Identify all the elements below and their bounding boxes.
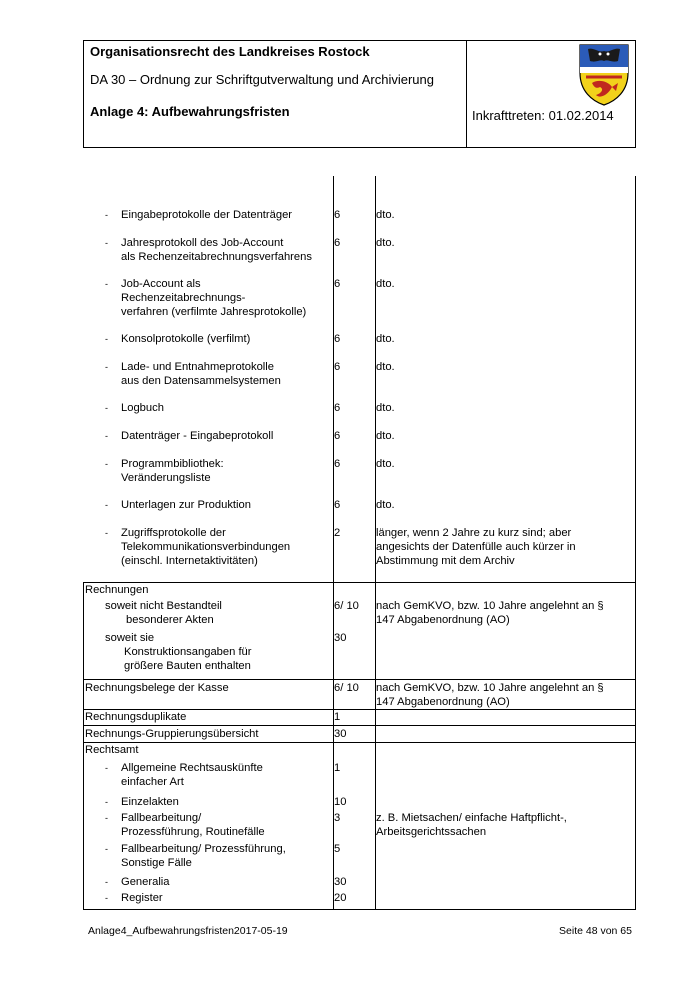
row-years: 6 [334, 499, 341, 511]
row-years: 6 [334, 361, 341, 373]
row-years: 6 [334, 333, 341, 345]
row-item: Register [121, 892, 163, 904]
row-item: Rechnungsbelege der Kasse [85, 682, 229, 694]
row-item: soweit sie [105, 632, 155, 644]
row-item: soweit nicht Bestandteil [105, 600, 222, 612]
row-note: z. B. Mietsachen/ einfache Haftpflicht-, Arbeitsgerichtssachen [376, 812, 567, 838]
row-years: 1 [334, 762, 341, 774]
list-dash: - [105, 279, 108, 289]
row-years: 10 [334, 796, 347, 808]
table-right-border [635, 176, 636, 910]
row-item: Programmbibliothek: Veränderungsliste [121, 458, 224, 484]
row-years: 30 [334, 728, 347, 740]
row-years: 6 [334, 209, 341, 221]
row-note: nach GemKVO, bzw. 10 Jahre angelehnt an § 147 Abgabenordnung (AO) [376, 682, 604, 708]
row-item: Einzelakten [121, 796, 179, 808]
list-dash: - [105, 797, 108, 807]
list-dash: - [105, 528, 108, 538]
row-item: besonderer Akten [126, 614, 214, 626]
row-item: Generalia [121, 876, 170, 888]
row-item: Konstruktionsangaben für größere Bauten enthalten [124, 646, 252, 672]
row-item: Unterlagen zur Produktion [121, 499, 251, 511]
row-divider [83, 582, 636, 583]
row-note: dto. [376, 361, 395, 373]
row-note: dto. [376, 209, 395, 221]
header-annex-title: Anlage 4: Aufbewahrungsfristen [90, 104, 290, 119]
row-item: Rechnungsduplikate [85, 711, 187, 723]
row-item: Allgemeine Rechtsauskünfte einfacher Art [121, 762, 263, 788]
row-item: Datenträger - Eingabeprotokoll [121, 430, 274, 442]
row-years: 2 [334, 527, 341, 539]
footer-page-number: Seite 48 von 65 [559, 925, 632, 937]
row-item: Fallbearbeitung/ Prozessführung, Sonstige Fälle [121, 843, 286, 869]
row-item: Zugriffsprotokolle der Telekommunikationsverbindungen (einschl. Internetaktivitäten) [121, 527, 291, 567]
list-dash: - [105, 431, 108, 441]
table-left-border [83, 582, 84, 910]
list-dash: - [105, 238, 108, 248]
row-item: Logbuch [121, 402, 164, 414]
section-title: Rechnungen [85, 584, 149, 596]
row-note: länger, wenn 2 Jahre zu kurz sind; aber angesichts der Datenfülle auch kürzer in Abstimmung mit dem Archiv [376, 527, 576, 567]
header-effective-date: Inkrafttreten: 01.02.2014 [472, 108, 614, 123]
row-divider [83, 725, 636, 726]
row-years: 6 [334, 237, 341, 249]
list-dash: - [105, 459, 108, 469]
list-dash: - [105, 500, 108, 510]
header-organisation: Organisationsrecht des Landkreises Rostock [90, 44, 370, 59]
row-note: dto. [376, 430, 395, 442]
list-dash: - [105, 763, 108, 773]
row-item: Konsolprotokolle (verfilmt) [121, 333, 251, 345]
row-years: 1 [334, 711, 341, 723]
row-years: 6 [334, 278, 341, 290]
header-divider [466, 41, 467, 147]
row-note: dto. [376, 333, 395, 345]
row-years: 6/ 10 [334, 600, 359, 612]
row-years: 6 [334, 430, 341, 442]
row-note: dto. [376, 237, 395, 249]
row-years: 6 [334, 458, 341, 470]
retention-table [83, 176, 636, 910]
row-divider [83, 742, 636, 743]
row-note: dto. [376, 458, 395, 470]
row-item: Eingabeprotokolle der Datenträger [121, 209, 293, 221]
list-dash: - [105, 877, 108, 887]
row-divider [83, 679, 636, 680]
row-years: 6 [334, 402, 341, 414]
section-title: Rechtsamt [85, 744, 139, 756]
list-dash: - [105, 334, 108, 344]
document-header [83, 40, 636, 148]
list-dash: - [105, 893, 108, 903]
header-directive-title: DA 30 – Ordnung zur Schriftgutverwaltung und Archivierung [90, 72, 434, 87]
list-dash: - [105, 844, 108, 854]
row-years: 6/ 10 [334, 682, 359, 694]
row-note: nach GemKVO, bzw. 10 Jahre angelehnt an § 147 Abgabenordnung (AO) [376, 600, 604, 626]
row-item: Jahresprotokoll des Job-Account als Rechenzeitabrechnungsverfahrens [121, 237, 312, 263]
row-note: dto. [376, 402, 395, 414]
row-years: 5 [334, 843, 341, 855]
list-dash: - [105, 362, 108, 372]
list-dash: - [105, 813, 108, 823]
row-note: dto. [376, 278, 395, 290]
row-years: 30 [334, 876, 347, 888]
row-years: 20 [334, 892, 347, 904]
row-item: Lade- und Entnahmeprotokolle aus den Datensammelsystemen [121, 361, 281, 387]
list-dash: - [105, 210, 108, 220]
row-years: 30 [334, 632, 347, 644]
row-item: Job-Account als Rechenzeitabrechnungs- verfahren (verfilmte Jahresprotokolle) [121, 278, 307, 318]
row-item: Rechnungs-Gruppierungsübersicht [85, 728, 259, 740]
coat-of-arms-icon [578, 43, 630, 107]
row-note: dto. [376, 499, 395, 511]
list-dash: - [105, 403, 108, 413]
row-item: Fallbearbeitung/ Prozessführung, Routinefälle [121, 812, 265, 838]
footer-filename: Anlage4_Aufbewahrungsfristen2017-05-19 [88, 925, 288, 937]
table-bottom-border [83, 909, 636, 910]
row-years: 3 [334, 812, 341, 824]
